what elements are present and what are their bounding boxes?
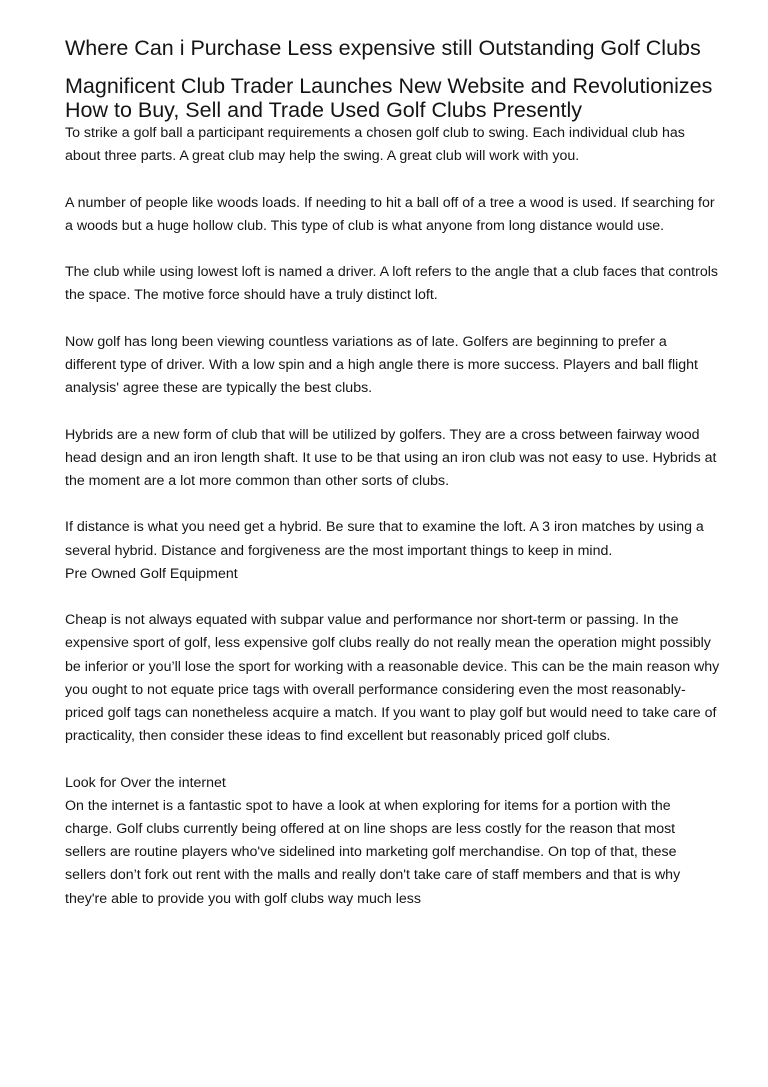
- page-subtitle: Magnificent Club Trader Launches New Website and Revolutionizes How to Buy, Sell and Trade Used Golf Clubs Presently: [65, 74, 713, 122]
- paragraph-variations: Now golf has long been viewing countless variations as of late. Golfers are beginning to prefer a different type of driver. With a low spin and a high angle there is more success. Players and ball flight analysis' agree these are typically the best clubs.: [65, 333, 698, 397]
- paragraph-distance: If distance is what you need get a hybrid. Be sure that to examine the loft. A 3 iron matches by using a several hybrid. Distance and forgiveness are the most important things to keep in mind.: [65, 519, 704, 559]
- paragraph-online: On the internet is a fantastic spot to have a look at when exploring for items for a portion with the charge. Golf clubs currently being offered at on line shops are less costly for the reason that most sellers are routine players who've sidelined into marketing golf merchandise. On top of that, these sellers don’t fork out rent with the malls and really don't take care of staff members and that is why they're able to provide you with golf clubs way much less: [65, 797, 681, 907]
- section-heading-online: Look for Over the internet: [65, 774, 226, 791]
- paragraph-intro: To strike a golf ball a participant requirements a chosen golf club to swing. Each individual club has about three parts. A great club may help the swing. A great club will work with you.: [65, 125, 685, 165]
- paragraph-cheap: Cheap is not always equated with subpar value and performance nor short-term or passing. In the expensive sport of golf, less expensive golf clubs really do not really mean the operation might possibly be inferior or you’ll lose the sport for working with a reasonable device. This can be the main reason why you ought to not equate price tags with overall performance considering even the most reasonably-priced golf tags can nonetheless acquire a match. If you want to play golf but would need to take care of practicality, then consider these ideas to find excellent but reasonably priced golf clubs.: [65, 612, 720, 745]
- section-heading-pre-owned: Pre Owned Golf Equipment: [65, 565, 238, 582]
- paragraph-hybrids: Hybrids are a new form of club that will be utilized by golfers. They are a cross between fairway wood head design and an iron length shaft. It use to be that using an iron club was not easy to use. Hybrids at the moment are a lot more common than other sorts of clubs.: [65, 426, 717, 489]
- document-page: [65, 36, 720, 911]
- paragraph-woods: A number of people like woods loads. If needing to hit a ball off of a tree a wood is used. If searching for a woods but a huge hollow club. This type of club is what anyone from long distance would use.: [65, 194, 715, 234]
- paragraph-driver: The club while using lowest loft is named a driver. A loft refers to the angle that a club faces that controls the space. The motive force should have a truly distinct loft.: [65, 264, 718, 304]
- page-title: Where Can i Purchase Less expensive still Outstanding Golf Clubs: [65, 36, 701, 60]
